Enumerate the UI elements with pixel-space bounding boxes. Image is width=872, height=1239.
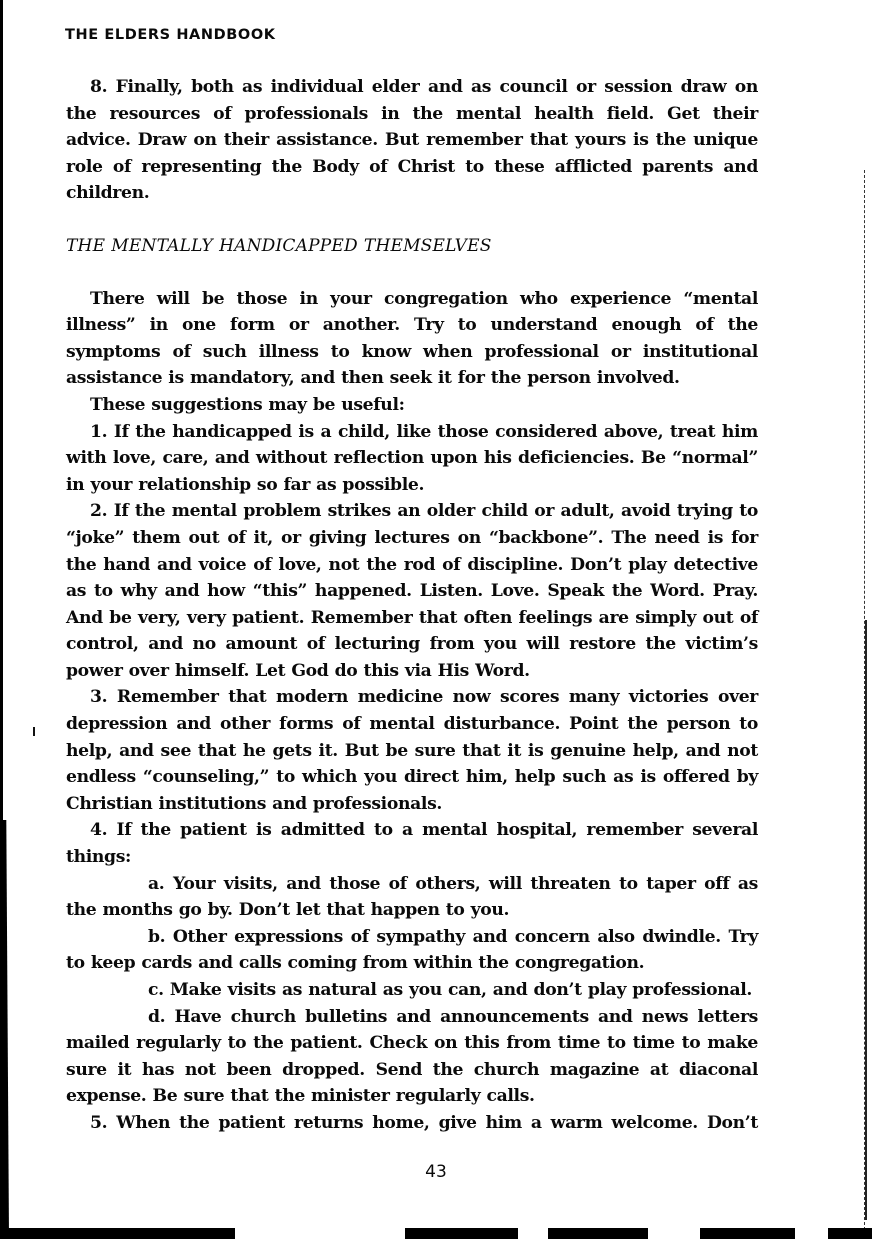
sub-item-b: b. Other expressions of sympathy and concern also dwindle. Try to keep cards and calls coming from within the congregation. (66, 926, 758, 974)
list-item-1: 1. If the handicapped is a child, like those considered above, treat him with love, care, and without reflection upon his deficiencies. Be “normal” in your relationship so far as possible. (66, 421, 758, 495)
list-item-3: 3. Remember that modern medicine now scores many victories over depression and other forms of mental disturbance. Point the person to help, and see that he gets it. But be sure that it is genuine help, and not endless “counseling,” to which you direct him, help such as is offered by Christian institutions and professionals. (66, 687, 758, 814)
list-item-4: 4. If the patient is admitted to a mental hospital, remember several things: (66, 820, 758, 868)
sub-item-c: c. Make visits as natural as you can, and don’t play professional. (148, 980, 753, 1000)
scan-bottom-bar (548, 1228, 648, 1239)
scan-bottom-bar (700, 1228, 795, 1239)
list-item-5: 5. When the patient returns home, give him a warm welcome. Don’t (90, 1112, 758, 1133)
scan-bottom-bar (405, 1228, 518, 1239)
section-heading: THE MENTALLY HANDICAPPED THEMSELVES (66, 235, 492, 256)
paragraph-item-8: 8. Finally, both as individual elder and as council or session draw on the resources of professionals in the mental health field. Get their advice. Draw on their assistance. But remember that yours is the unique role of representing the Body of Christ to these afflicted parents and children. (66, 77, 758, 204)
section-lead-in: These suggestions may be useful: (90, 394, 405, 415)
scan-bottom-bar (828, 1228, 872, 1239)
page-body (66, 74, 758, 1137)
page-number: 43 (425, 1162, 447, 1182)
running-head: THE ELDERS HANDBOOK (65, 27, 276, 43)
list-item-2: 2. If the mental problem strikes an older child or adult, avoid trying to “joke” them out of it, or giving lectures on “backbone”. The need is for the hand and voice of love, not the rod of discipline. Don’t play detective as to why and how “this” happened. Listen. Love. Speak the Word. Pray. And be very, very patient. Remember that often feelings are simply out of control, and no amount of lecturing from you will restore the victim’s power over himself. Let God do this via His Word. (66, 501, 758, 681)
scan-right-border-solid (865, 620, 867, 1220)
scan-bottom-bar (0, 1228, 235, 1239)
sub-item-d: d. Have church bulletins and announcements and news letters mailed regularly to the patient. Check on this from time to time to make sure it has not been dropped. Send the church magazine at diaconal expense. Be sure that the minister regularly calls. (66, 1006, 758, 1107)
section-intro: There will be those in your congregation who experience “mental illness” in one form or another. Try to understand enough of the symptoms of such illness to know when professional or institutional assistance is mandatory, and then seek it for the person involved. (66, 288, 758, 389)
scan-speck (33, 727, 35, 736)
sub-item-a: a. Your visits, and those of others, will threaten to taper off as the months go by. Don’t let that happen to you. (66, 873, 758, 921)
